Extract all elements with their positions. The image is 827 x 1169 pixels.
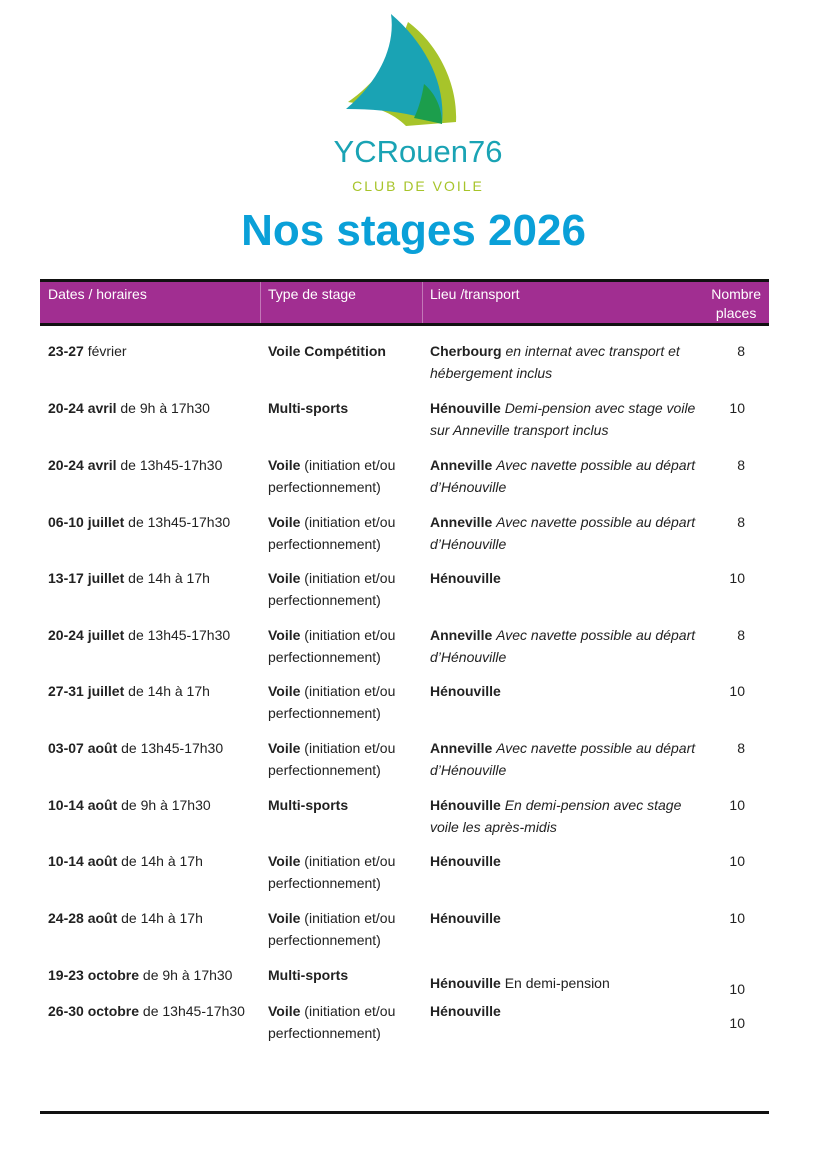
- date-hours: de 14h à 17h: [124, 570, 210, 586]
- date-hours: de 9h à 17h30: [117, 797, 211, 813]
- cell-places: 8: [737, 343, 745, 359]
- stage-level: (initiation et/ou perfectionnement): [268, 514, 396, 552]
- location: Hénouville: [430, 975, 501, 991]
- cell-places: 10: [729, 981, 745, 997]
- location: Anneville: [430, 627, 493, 643]
- stage-level: (initiation et/ou perfectionnement): [268, 853, 396, 891]
- cell-places: 8: [737, 627, 745, 643]
- location: Anneville: [430, 740, 493, 756]
- date-range: 10-14 août: [48, 797, 118, 813]
- stage-level: (initiation et/ou perfectionnement): [268, 683, 396, 721]
- date-hours: de 13h45-17h30: [139, 1003, 245, 1019]
- cell-type: [268, 512, 423, 555]
- date-hours: de 14h à 17h: [117, 853, 203, 869]
- bottom-divider: [40, 1111, 769, 1114]
- transport-note: Avec navette possible au départ d’Hénouville: [430, 514, 696, 552]
- cell-places: 8: [737, 740, 745, 756]
- stage-type: Multi-sports: [268, 797, 349, 813]
- stage-type: Voile: [268, 853, 301, 869]
- cell-type: [268, 908, 423, 951]
- cell-type: [268, 1001, 423, 1044]
- date-hours: de 14h à 17h: [124, 683, 210, 699]
- header-lieu: Lieu /transport: [430, 286, 520, 302]
- cell-places: 10: [729, 400, 745, 416]
- location: Hénouville: [430, 1003, 501, 1019]
- page-title: Nos stages 2026: [241, 206, 586, 255]
- cell-date: [48, 512, 263, 534]
- cell-type: [268, 398, 423, 420]
- date-range: 06-10 juillet: [48, 514, 125, 530]
- cell-lieu: [430, 1001, 700, 1023]
- cell-lieu: [430, 512, 700, 555]
- stage-type: Voile: [268, 457, 301, 473]
- cell-date: [48, 568, 263, 590]
- cell-lieu: [430, 908, 700, 930]
- stage-type: Multi-sports: [268, 400, 349, 416]
- date-range: 26-30 octobre: [48, 1003, 140, 1019]
- cell-date: [48, 965, 263, 987]
- transport-note: Avec navette possible au départ d’Hénouville: [430, 740, 696, 778]
- stage-type: Voile: [268, 570, 301, 586]
- cell-date: [48, 341, 263, 363]
- cell-lieu: [430, 851, 700, 873]
- cell-places: 10: [729, 1015, 745, 1031]
- transport-note: En demi-pension: [504, 975, 610, 991]
- location: Hénouville: [430, 797, 501, 813]
- location: Hénouville: [430, 683, 501, 699]
- cell-date: [48, 455, 263, 477]
- stage-type: Voile: [268, 1003, 301, 1019]
- stage-level: (initiation et/ou perfectionnement): [268, 570, 396, 608]
- header-places: [711, 285, 761, 323]
- location: Hénouville: [430, 570, 501, 586]
- stage-type: Voile: [268, 683, 301, 699]
- date-range: 10-14 août: [48, 853, 118, 869]
- location: Hénouville: [430, 400, 501, 416]
- stage-level: (initiation et/ou perfectionnement): [268, 1003, 396, 1041]
- cell-date: [48, 851, 263, 873]
- date-hours: de 13h45-17h30: [116, 457, 223, 473]
- date-range: 19-23 octobre: [48, 967, 140, 983]
- stage-level: (initiation et/ou perfectionnement): [268, 910, 396, 948]
- cell-type: [268, 341, 423, 363]
- cell-type: [268, 681, 423, 724]
- cell-date: [48, 795, 263, 817]
- stage-type: Voile: [268, 627, 301, 643]
- cell-type: [268, 625, 423, 668]
- transport-note: Avec navette possible au départ d’Hénouville: [430, 457, 696, 495]
- cell-places: 10: [729, 910, 745, 926]
- date-range: 13-17 juillet: [48, 570, 125, 586]
- stage-level: (initiation et/ou perfectionnement): [268, 457, 396, 495]
- cell-lieu: [430, 568, 700, 590]
- cell-lieu: [430, 455, 700, 498]
- transport-note: en internat avec transport et hébergement inclus: [430, 343, 680, 381]
- cell-lieu: [430, 681, 700, 703]
- date-range: 24-28 août: [48, 910, 118, 926]
- stages-table: [40, 279, 769, 326]
- location: Cherbourg: [430, 343, 502, 359]
- stage-type: Voile: [268, 514, 301, 530]
- cell-places: 8: [737, 514, 745, 530]
- header-type: Type de stage: [268, 286, 356, 302]
- cell-date: [48, 1001, 263, 1023]
- cell-lieu: [430, 738, 700, 781]
- cell-type: [268, 738, 423, 781]
- date-range: 03-07 août: [48, 740, 118, 756]
- stage-type: Multi-sports: [268, 967, 349, 983]
- stage-level: (initiation et/ou perfectionnement): [268, 627, 396, 665]
- cell-date: [48, 738, 263, 760]
- stage-level: (initiation et/ou perfectionnement): [268, 740, 396, 778]
- sail-icon: [346, 14, 496, 134]
- cell-lieu: [430, 341, 700, 384]
- cell-date: [48, 398, 263, 420]
- logo-name: YCRouen76: [333, 134, 503, 169]
- date-hours: de 14h à 17h: [117, 910, 203, 926]
- header-places-line1: Nombre: [711, 286, 761, 302]
- cell-places: 10: [729, 797, 745, 813]
- cell-places: 10: [729, 570, 745, 586]
- stage-type: Voile: [268, 910, 301, 926]
- cell-type: [268, 568, 423, 611]
- header-dates: Dates / horaires: [48, 286, 147, 302]
- transport-note: En demi-pension avec stage voile les après-midis: [430, 797, 682, 835]
- club-logo: [318, 14, 518, 194]
- date-range: 20-24 juillet: [48, 627, 125, 643]
- transport-note: Demi-pension avec stage voile sur Anneville transport inclus: [430, 400, 696, 438]
- location: Anneville: [430, 514, 493, 530]
- date-range: 23-27: [48, 343, 84, 359]
- cell-type: [268, 795, 423, 817]
- date-hours: de 13h45-17h30: [117, 740, 224, 756]
- stage-type: Voile Compétition: [268, 343, 386, 359]
- cell-type: [268, 455, 423, 498]
- cell-lieu: [430, 625, 700, 668]
- cell-lieu: [430, 973, 700, 995]
- cell-lieu: [430, 398, 700, 441]
- transport-note: Avec navette possible au départ d’Hénouville: [430, 627, 696, 665]
- cell-places: 10: [729, 853, 745, 869]
- cell-lieu: [430, 795, 700, 838]
- table-header: [40, 279, 769, 326]
- logo-subtitle: CLUB DE VOILE: [352, 178, 484, 194]
- date-range: 20-24 avril: [48, 400, 117, 416]
- cell-places: 8: [737, 457, 745, 473]
- date-hours: février: [83, 343, 127, 359]
- date-hours: de 13h45-17h30: [124, 627, 231, 643]
- date-range: 20-24 avril: [48, 457, 117, 473]
- location: Hénouville: [430, 910, 501, 926]
- date-range: 27-31 juillet: [48, 683, 125, 699]
- cell-date: [48, 625, 263, 647]
- location: Anneville: [430, 457, 493, 473]
- date-hours: de 13h45-17h30: [124, 514, 231, 530]
- stage-type: Voile: [268, 740, 301, 756]
- cell-places: 10: [729, 683, 745, 699]
- header-places-line2: places: [715, 305, 757, 321]
- cell-type: [268, 965, 423, 987]
- cell-date: [48, 681, 263, 703]
- location: Hénouville: [430, 853, 501, 869]
- date-hours: de 9h à 17h30: [139, 967, 233, 983]
- cell-type: [268, 851, 423, 894]
- cell-date: [48, 908, 263, 930]
- date-hours: de 9h à 17h30: [116, 400, 210, 416]
